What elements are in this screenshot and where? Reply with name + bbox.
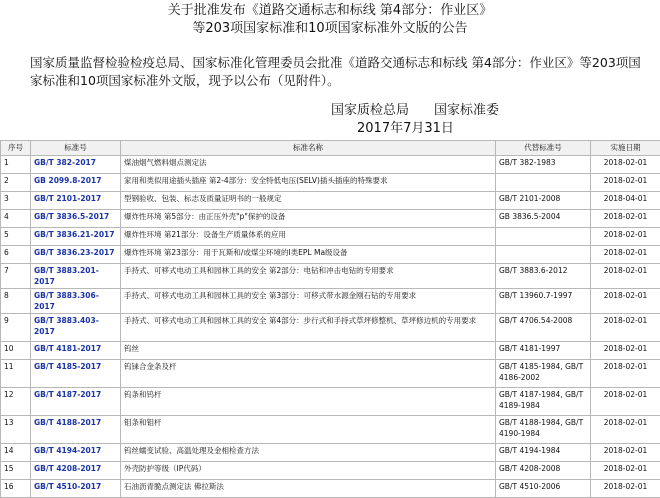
row-number-cell xyxy=(1,416,31,444)
effective-date-cell xyxy=(591,360,660,388)
replaced-standard: GB/T 4194-1984 xyxy=(499,445,587,456)
effective-date-cell xyxy=(591,444,660,462)
replaced-standard-cell xyxy=(496,289,591,314)
effective-date: 2018-02-01 xyxy=(594,481,657,492)
standard-name: 钨丝 xyxy=(124,343,492,354)
row-number-cell xyxy=(1,314,31,342)
replaced-standard: GB/T 4706.54-2008 xyxy=(499,315,587,326)
replaced-standard-cell xyxy=(496,416,591,444)
table-row xyxy=(1,289,660,314)
row-number: 2 xyxy=(4,175,27,186)
standard-name: 爆炸性环境 第23部分：用于瓦斯和/或煤尘环境的I类EPL Ma级设备 xyxy=(124,247,492,258)
effective-date: 2018-02-01 xyxy=(594,175,657,186)
row-number-cell xyxy=(1,264,31,289)
standard-code-link[interactable]: GB/T 3836.5-2017 xyxy=(34,212,109,221)
standard-name-cell xyxy=(121,156,496,174)
row-number-cell xyxy=(1,246,31,264)
header-date: 实施日期 xyxy=(591,141,660,156)
effective-date-cell xyxy=(591,192,660,210)
effective-date: 2018-02-01 xyxy=(594,463,657,474)
table-row xyxy=(1,246,660,264)
row-number: 15 xyxy=(4,463,27,474)
replaced-standard-cell xyxy=(496,462,591,480)
row-number: 14 xyxy=(4,445,27,456)
notice-date: 2017年7月31日 xyxy=(0,120,660,138)
standard-code-link[interactable]: GB/T 4510-2017 xyxy=(34,482,101,491)
standard-name: 煤油烟气燃料烟点测定法 xyxy=(124,157,492,168)
row-number: 12 xyxy=(4,389,27,400)
row-number-cell xyxy=(1,289,31,314)
standard-code-link[interactable]: GB/T 4208-2017 xyxy=(34,464,101,473)
effective-date-cell xyxy=(591,210,660,228)
replaced-standard-cell xyxy=(496,156,591,174)
effective-date-cell xyxy=(591,480,660,498)
standard-code-link-cell xyxy=(31,289,121,314)
standard-name-cell xyxy=(121,192,496,210)
standard-name-cell xyxy=(121,246,496,264)
table-header-row xyxy=(1,141,660,156)
standard-code-link-cell xyxy=(31,480,121,498)
effective-date: 2018-02-01 xyxy=(594,229,657,240)
effective-date-cell xyxy=(591,174,660,192)
replaced-standard: GB/T 3883.6-2012 xyxy=(499,265,587,276)
standard-name-cell xyxy=(121,388,496,416)
row-number: 7 xyxy=(4,265,27,276)
standard-name: 型钢验收、包装、标志及质量证明书的一般规定 xyxy=(124,193,492,204)
standard-code-link-cell xyxy=(31,264,121,289)
table-row xyxy=(1,264,660,289)
notice-intro: 国家质量监督检验检疫总局、国家标准化管理委员会批准《道路交通标志和标线 第4部分：作业区》等203项国家标准和10项国家标准外文版，现予以公布（见附件）。 xyxy=(0,54,660,90)
row-number-cell xyxy=(1,480,31,498)
standard-name-cell xyxy=(121,228,496,246)
replaced-standard: GB/T 4185-1984, GB/T 4186-2002 xyxy=(499,361,587,383)
row-number-cell xyxy=(1,342,31,360)
row-number: 3 xyxy=(4,193,27,204)
table-row xyxy=(1,360,660,388)
standards-table xyxy=(0,140,660,498)
row-number-cell xyxy=(1,444,31,462)
replaced-standard-cell xyxy=(496,264,591,289)
effective-date: 2018-02-01 xyxy=(594,265,657,276)
effective-date-cell xyxy=(591,388,660,416)
standard-name: 钨条和钨杆 xyxy=(124,389,492,400)
effective-date: 2018-02-01 xyxy=(594,343,657,354)
standard-name-cell xyxy=(121,462,496,480)
standard-name-cell xyxy=(121,444,496,462)
row-number-cell xyxy=(1,210,31,228)
table-row xyxy=(1,342,660,360)
effective-date: 2018-02-01 xyxy=(594,157,657,168)
signer-sac: 国家标准委 xyxy=(434,103,499,118)
effective-date: 2018-02-01 xyxy=(594,445,657,456)
table-row xyxy=(1,174,660,192)
effective-date-cell xyxy=(591,416,660,444)
row-number: 10 xyxy=(4,343,27,354)
standard-name: 石油沥青脆点测定法 佛拉斯法 xyxy=(124,481,492,492)
standard-code-link-cell xyxy=(31,210,121,228)
standard-code-link-cell xyxy=(31,156,121,174)
replaced-standard-cell xyxy=(496,314,591,342)
signer-aqsiq: 国家质检总局 xyxy=(331,103,409,118)
table-row xyxy=(1,444,660,462)
effective-date-cell xyxy=(591,264,660,289)
effective-date: 2018-02-01 xyxy=(594,361,657,372)
standard-code-link-cell xyxy=(31,314,121,342)
row-number-cell xyxy=(1,156,31,174)
table-row xyxy=(1,228,660,246)
effective-date-cell xyxy=(591,462,660,480)
signature-block xyxy=(0,102,660,138)
replaced-standard-cell xyxy=(496,444,591,462)
standard-name-cell xyxy=(121,210,496,228)
header-code: 标准号 xyxy=(31,141,121,156)
standard-code-link-cell xyxy=(31,360,121,388)
table-row xyxy=(1,192,660,210)
replaced-standard-cell xyxy=(496,360,591,388)
replaced-standard-cell xyxy=(496,480,591,498)
effective-date: 2018-02-01 xyxy=(594,211,657,222)
replaced-standard: GB/T 4208-2008 xyxy=(499,463,587,474)
table-row xyxy=(1,480,660,498)
notice-title-line1: 关于批准发布《道路交通标志和标线 第4部分：作业区》 xyxy=(0,2,660,20)
standard-code-link[interactable]: GB/T 382-2017 xyxy=(34,158,96,167)
standard-code-link[interactable]: GB/T 3883.306-2017 xyxy=(34,291,99,311)
table-row xyxy=(1,156,660,174)
effective-date: 2018-04-01 xyxy=(594,193,657,204)
replaced-standard-cell xyxy=(496,388,591,416)
replaced-standard-cell xyxy=(496,246,591,264)
standard-code-link-cell xyxy=(31,388,121,416)
replaced-standard-cell xyxy=(496,342,591,360)
standard-code-link-cell xyxy=(31,228,121,246)
notice-title xyxy=(0,2,660,38)
replaced-standard-cell xyxy=(496,192,591,210)
replaced-standard-cell xyxy=(496,210,591,228)
standard-code-link-cell xyxy=(31,192,121,210)
row-number-cell xyxy=(1,360,31,388)
replaced-standard: GB/T 4188-1984, GB/T 4190-1984 xyxy=(499,417,587,439)
standard-code-link[interactable]: GB/T 4187-2017 xyxy=(34,390,101,399)
row-number-cell xyxy=(1,192,31,210)
table-row xyxy=(1,314,660,342)
effective-date: 2018-02-01 xyxy=(594,417,657,428)
standard-code-link[interactable]: GB/T 2101-2017 xyxy=(34,194,101,203)
effective-date-cell xyxy=(591,342,660,360)
standard-name-cell xyxy=(121,342,496,360)
row-number: 16 xyxy=(4,481,27,492)
effective-date-cell xyxy=(591,228,660,246)
row-number: 13 xyxy=(4,417,27,428)
standard-name: 钼条和钼杆 xyxy=(124,417,492,428)
standard-code-link[interactable]: GB/T 3883.403-2017 xyxy=(34,316,99,336)
header-no: 序号 xyxy=(1,141,31,156)
effective-date: 2018-02-01 xyxy=(594,247,657,258)
header-name: 标准名称 xyxy=(121,141,496,156)
effective-date: 2018-02-01 xyxy=(594,389,657,400)
replaced-standard: GB/T 4187-1984, GB/T 4189-1984 xyxy=(499,389,587,411)
standard-name: 爆炸性环境 第5部分：由正压外壳"p"保护的设备 xyxy=(124,211,492,222)
standard-code-link[interactable]: GB/T 3836.21-2017 xyxy=(34,230,115,239)
standard-name-cell xyxy=(121,289,496,314)
replaced-standard-cell xyxy=(496,228,591,246)
standard-name: 爆炸性环境 第21部分：设备生产质量体系的应用 xyxy=(124,229,492,240)
standard-name: 手持式、可移式电动工具和园林工具的安全 第2部分：电钻和冲击电钻的专用要求 xyxy=(124,265,492,276)
standard-name: 手持式、可移式电动工具和园林工具的安全 第3部分：可移式带水源金刚石钻的专用要求 xyxy=(124,290,492,301)
standard-code-link-cell xyxy=(31,174,121,192)
row-number: 6 xyxy=(4,247,27,258)
row-number: 9 xyxy=(4,315,27,326)
standard-code-link[interactable]: GB/T 4181-2017 xyxy=(34,344,101,353)
standard-name-cell xyxy=(121,314,496,342)
table-row xyxy=(1,462,660,480)
row-number-cell xyxy=(1,228,31,246)
header-replaces: 代替标准号 xyxy=(496,141,591,156)
standard-name: 手持式、可移式电动工具和园林工具的安全 第4部分：步行式和手持式草坪修整机、草坪修边机的专用要求 xyxy=(124,315,492,326)
table-row xyxy=(1,210,660,228)
standard-name-cell xyxy=(121,360,496,388)
standard-name: 钨铼合金条及杆 xyxy=(124,361,492,372)
replaced-standard: GB/T 4510-2006 xyxy=(499,481,587,492)
replaced-standard: GB/T 13960.7-1997 xyxy=(499,290,587,301)
effective-date-cell xyxy=(591,314,660,342)
standard-name-cell xyxy=(121,480,496,498)
standard-code-link-cell xyxy=(31,462,121,480)
table-body xyxy=(1,156,660,498)
notice-title-line2: 等203项国家标准和10项国家标准外文版的公告 xyxy=(0,20,660,38)
replaced-standard: GB/T 382-1983 xyxy=(499,157,587,168)
standard-code-link[interactable]: GB/T 4185-2017 xyxy=(34,362,101,371)
row-number-cell xyxy=(1,174,31,192)
row-number: 1 xyxy=(4,157,27,168)
row-number: 5 xyxy=(4,229,27,240)
standard-code-link[interactable]: GB/T 3836.23-2017 xyxy=(34,248,115,257)
table-row xyxy=(1,388,660,416)
standard-name: 钨丝蠕变试验、高温处理及金相检查方法 xyxy=(124,445,492,456)
replaced-standard: GB 3836.5-2004 xyxy=(499,211,587,222)
row-number-cell xyxy=(1,462,31,480)
effective-date: 2018-02-01 xyxy=(594,290,657,301)
standard-name-cell xyxy=(121,264,496,289)
row-number: 8 xyxy=(4,290,27,301)
standard-code-link-cell xyxy=(31,444,121,462)
table-row xyxy=(1,416,660,444)
replaced-standard-cell xyxy=(496,174,591,192)
effective-date-cell xyxy=(591,156,660,174)
replaced-standard: GB/T 2101-2008 xyxy=(499,193,587,204)
row-number: 4 xyxy=(4,211,27,222)
row-number: 11 xyxy=(4,361,27,372)
effective-date-cell xyxy=(591,289,660,314)
standard-code-link-cell xyxy=(31,342,121,360)
standard-code-link-cell xyxy=(31,246,121,264)
effective-date: 2018-02-01 xyxy=(594,315,657,326)
row-number-cell xyxy=(1,388,31,416)
standard-name: 家用和类似用途插头插座 第2-4部分：安全特低电压(SELV)插头插座的特殊要求 xyxy=(124,175,492,186)
standard-name-cell xyxy=(121,174,496,192)
standard-code-link[interactable]: GB/T 4194-2017 xyxy=(34,446,101,455)
standard-name-cell xyxy=(121,416,496,444)
standard-name: 外壳防护等级（IP代码） xyxy=(124,463,492,474)
standard-code-link[interactable]: GB/T 3883.201-2017 xyxy=(34,266,99,286)
replaced-standard: GB/T 4181-1997 xyxy=(499,343,587,354)
standard-code-link[interactable]: GB 2099.8-2017 xyxy=(34,176,101,185)
standard-code-link[interactable]: GB/T 4188-2017 xyxy=(34,418,101,427)
effective-date-cell xyxy=(591,246,660,264)
standard-code-link-cell xyxy=(31,416,121,444)
